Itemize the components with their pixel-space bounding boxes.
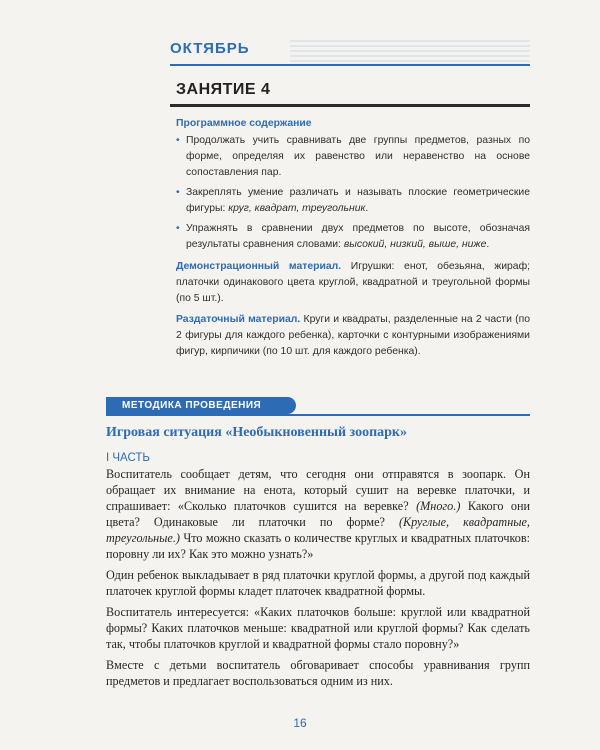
bullet-icon: • (176, 187, 180, 198)
bullet-icon: • (176, 223, 180, 234)
part-heading: I ЧАСТЬ (106, 452, 150, 464)
lesson-body (106, 466, 530, 694)
game-title: Игровая ситуация «Необыкновенный зоопарк» (106, 425, 407, 440)
method-rule (106, 414, 530, 416)
month-rule (170, 64, 530, 66)
lesson-rule (170, 104, 530, 107)
program-section (176, 116, 530, 360)
program-bullet: • Упражнять в сравнении двух предметов по высоте, обозначая результаты сравнения словами: высокий, низкий, выше, ниже. (176, 223, 530, 250)
program-heading: Программное содержание (176, 118, 312, 129)
program-bullet: • Продолжать учить сравнивать две группы предметов, разных по форме, определяя их равенство или неравенство на основе сопоставления пар. (176, 135, 530, 178)
handout-material: Раздаточный материал. Круги и квадраты, разделенные на 2 части (по 2 фигуры для каждого ребенка), карточки с контурными изображениями фигур, кирпичики (по 10 шт. для каждого ребенка). (176, 314, 530, 357)
decorative-stripes (290, 40, 530, 62)
page-number: 16 (293, 716, 307, 730)
month-title: ОКТЯБРЬ (170, 40, 250, 57)
bullet-icon: • (176, 135, 180, 146)
handout-material-heading: Раздаточный материал. (176, 314, 301, 325)
paragraph: Один ребенок выкладывает в ряд платочки круглой формы, а другой под каждый платочек круглой формы кладет платочек квадратной формы. (106, 568, 530, 598)
method-banner: МЕТОДИКА ПРОВЕДЕНИЯ (106, 397, 296, 414)
lesson-title: ЗАНЯТИЕ 4 (176, 81, 271, 98)
demo-material-heading: Демонстрационный материал. (176, 261, 342, 272)
paragraph: Воспитатель сообщает детям, что сегодня они отправятся в зоопарк. Он обращает их внимание на енота, который сушит на веревке платочки, и спрашивает: «Сколько платочков сушится на веревке? (Много.) Какого они цвета? Одинаковые ли платочки по форме? (Круглые, квадратные, треугольные.) Что можно сказать о количестве круглых и квадратных платочков: поровну ли их? Как это можно узнать?» (106, 467, 531, 561)
month-header (170, 40, 530, 57)
paragraph: Воспитатель интересуется: «Каких платочков больше: круглой или квадратной формы? Каких платочков меньше: квадратной или круглой формы? Как сделать так, чтобы платочков круглой и квадратной формы стало поровну?» (106, 605, 530, 651)
program-bullet: • Закреплять умение различать и называть плоские геометрические фигуры: круг, квадрат, треугольник. (176, 187, 530, 214)
demo-material: Демонстрационный материал. Игрушки: енот, обезьяна, жираф; платочки одинакового цвета круглой, квадратной и треугольной формы (по 5 шт.). (176, 261, 531, 304)
paragraph: Вместе с детьми воспитатель обговаривает способы уравнивания групп предметов и предлагает воспользоваться одним из них. (106, 658, 530, 688)
